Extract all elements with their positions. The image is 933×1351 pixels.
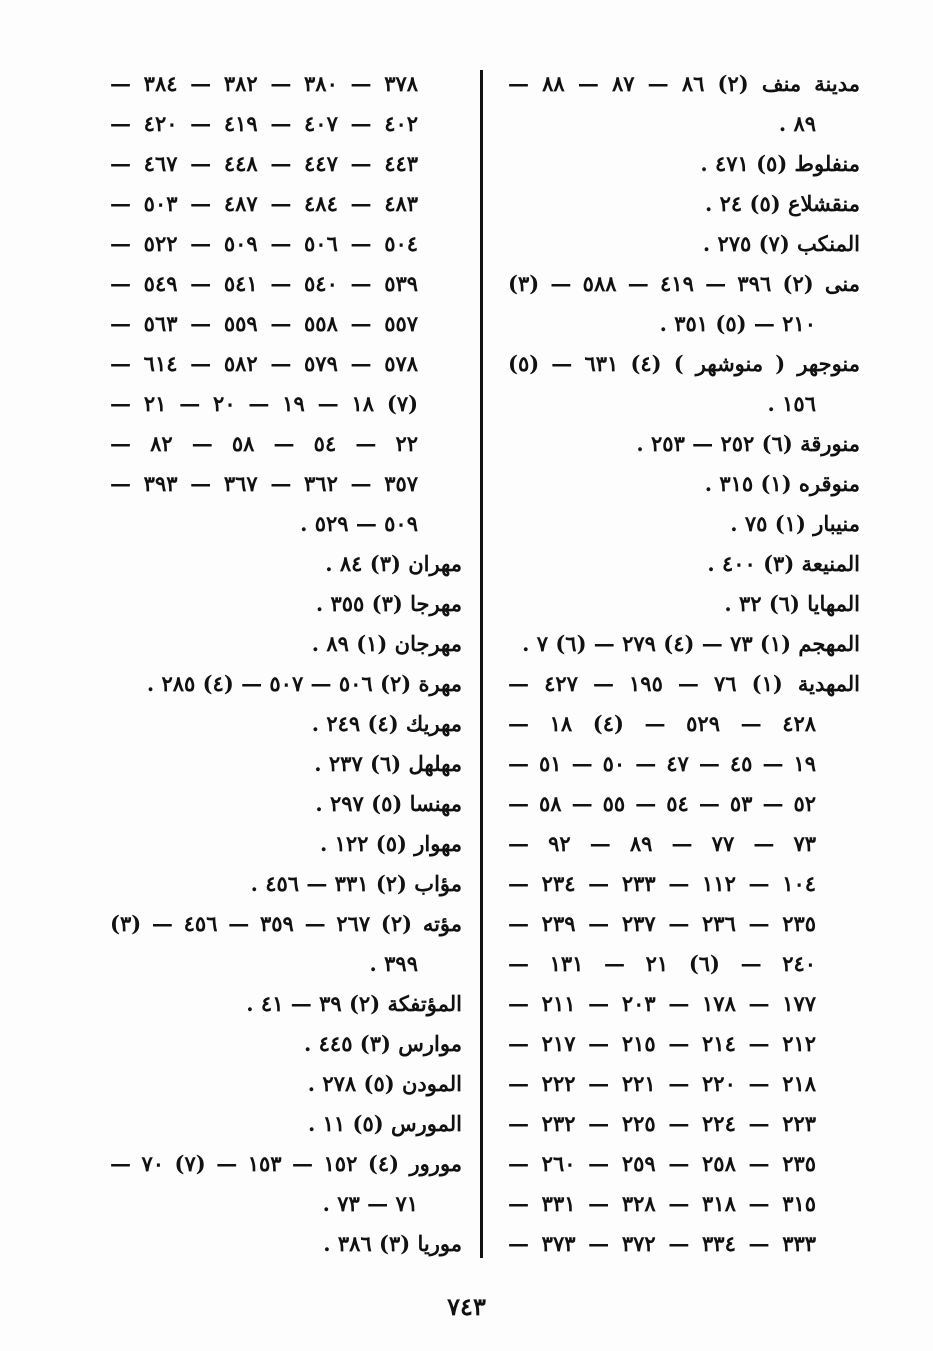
index-entry-line: ١٩ — ٤٥ — ٤٧ — ٥٠ — ٥١ — <box>508 751 817 776</box>
index-entry-line: مورور (٤) ١٥٢ — ١٥٣ — (٧) ٧٠ — <box>110 1151 463 1176</box>
index-entry-line: ٤٨٣ — ٤٨٤ — ٤٨٧ — ٥٠٣ — <box>110 191 419 216</box>
page-number: ٧٤٣ <box>447 1292 486 1321</box>
index-entry-line: ١٥٦ . <box>767 391 816 416</box>
index-entry-line: ٢٤٠ — (٦) ٢١ — ١٣١ — <box>508 951 817 976</box>
index-entry-line: المنيعة (٣) ٤٠٠ . <box>707 551 860 576</box>
index-entry-line: المورس (٥) ١١ . <box>308 1111 462 1136</box>
index-entry-line: مهرة (٢) ٥٠٦ — ٥٠٧ — (٤) ٢٨٥ . <box>146 671 462 696</box>
index-entry-line: ٣٩٩ . <box>369 951 418 976</box>
index-entry-line: ٢٢٣ — ٢٢٤ — ٢٢٥ — ٢٣٢ — <box>508 1111 817 1136</box>
index-entry-line: المنكب (٧) ٢٧٥ . <box>702 231 860 256</box>
index-entry-line: المهايا (٦) ٣٢ . <box>724 591 860 616</box>
index-entry-line: ٧٣ — ٧٧ — ٨٩ — ٩٢ — <box>508 831 817 856</box>
index-entry-line: ٤٤٣ — ٤٤٧ — ٤٤٨ — ٤٦٧ — <box>110 151 419 176</box>
column-divider <box>480 70 483 1258</box>
index-entry-line: مدينة منف (٢) ٨٦ — ٨٧ — ٨٨ — <box>508 71 860 96</box>
index-entry-line: المهجم (١) ٧٣ — (٤) ٢٧٩ — (٦) ٧ . <box>522 631 860 656</box>
index-entry-line: ٣٣٣ — ٣٣٤ — ٣٧٢ — ٣٧٣ — <box>508 1231 817 1256</box>
index-entry-line: ٣١٥ — ٣١٨ — ٣٢٨ — ٣٣١ — <box>508 1191 817 1216</box>
index-entry-line: مهران (٣) ٨٤ . <box>325 551 462 576</box>
index-entry-line: ٢١٨ — ٢٢٠ — ٢٢١ — ٢٢٢ — <box>508 1071 817 1096</box>
index-entry-line: ٥٣٩ — ٥٤٠ — ٥٤١ — ٥٤٩ — <box>110 271 419 296</box>
index-entry-line: ٥٠٩ — ٥٢٩ . <box>300 511 418 536</box>
index-entry-line: مؤته (٢) ٢٦٧ — ٣٥٩ — ٤٥٦ — (٣) <box>110 911 463 936</box>
index-entry-line: ٢١٠ — (٥) ٣٥١ . <box>659 311 816 336</box>
index-entry-line: ٧١ — ٧٣ . <box>322 1191 418 1216</box>
index-entry-line: ٥٧٨ — ٥٧٩ — ٥٨٢ — ٦١٤ — <box>110 351 419 376</box>
index-entry-line: منيبار (١) ٧٥ . <box>730 511 860 536</box>
index-entry-line: ٨٩ . <box>778 111 816 136</box>
index-entry-line: ٢١٢ — ٢١٤ — ٢١٥ — ٢١٧ — <box>508 1031 817 1056</box>
index-entry-line: مهرجان (١) ٨٩ . <box>311 631 462 656</box>
index-entry-line: ٢٢ — ٥٤ — ٥٨ — ٨٢ — <box>110 431 419 456</box>
index-entry-line: موارس (٣) ٤٤٥ . <box>304 1031 462 1056</box>
index-entry-line: مهلهل (٦) ٢٣٧ . <box>314 751 462 776</box>
index-entry-line: المؤتفكة (٢) ٣٩ — ٤١ . <box>246 991 462 1016</box>
index-entry-line: منورقة (٦) ٢٥٢ — ٢٥٣ . <box>636 431 860 456</box>
index-entry-line: منقشلاع (٥) ٢٤ . <box>705 191 860 216</box>
index-entry-line: المهدية (١) ٧٦ — ١٩٥ — ٤٢٧ — <box>508 671 861 696</box>
index-entry-line: ٥٢ — ٥٣ — ٥٤ — ٥٥ — ٥٨ — <box>508 791 817 816</box>
index-entry-line: منفلوط (٥) ٤٧١ . <box>700 151 860 176</box>
right-index-column <box>508 64 860 1264</box>
index-entry-line: موريا (٣) ٣٨٦ . <box>323 1231 462 1256</box>
index-entry-line: (٧) ١٨ — ١٩ — ٢٠ — ٢١ — <box>110 391 419 416</box>
index-entry-line: المودن (٥) ٢٧٨ . <box>307 1071 462 1096</box>
index-entry-line: منوقره (١) ٣١٥ . <box>704 471 860 496</box>
index-entry-line: ١٠٤ — ١١٢ — ٢٣٣ — ٢٣٤ — <box>508 871 817 896</box>
index-entry-line: ٤٢٨ — ٥٢٩ — (٤) ١٨ — <box>508 711 817 736</box>
index-entry-line: ٢٣٥ — ٢٥٨ — ٢٥٩ — ٢٦٠ — <box>508 1151 817 1176</box>
index-entry-line: منى (٢) ٣٩٦ — ٤١٩ — ٥٨٨ — (٣) <box>508 271 860 296</box>
index-entry-line: ١٧٧ — ١٧٨ — ٢٠٣ — ٢١١ — <box>508 991 817 1016</box>
index-entry-line: منوجهر ( منوشهر ) (٤) ٦٣١ — (٥) <box>508 351 861 376</box>
index-entry-line: مؤاب (٢) ٣٣١ — ٤٥٦ . <box>250 871 462 896</box>
index-entry-line: ٥٥٧ — ٥٥٨ — ٥٥٩ — ٥٦٣ — <box>110 311 419 336</box>
index-entry-line: ٣٥٧ — ٣٦٢ — ٣٦٧ — ٣٩٣ — <box>110 471 419 496</box>
index-entry-line: مهوار (٥) ١٢٢ . <box>320 831 462 856</box>
left-index-column <box>110 64 462 1264</box>
index-entry-line: ٥٠٤ — ٥٠٦ — ٥٠٩ — ٥٢٢ — <box>110 231 419 256</box>
index-entry-line: ٢٣٥ — ٢٣٦ — ٢٣٧ — ٢٣٩ — <box>508 911 817 936</box>
index-entry-line: مهنسا (٥) ٢٩٧ . <box>315 791 462 816</box>
index-entry-line: ٣٧٨ — ٣٨٠ — ٣٨٢ — ٣٨٤ — <box>110 71 419 96</box>
index-entry-line: ٤٠٢ — ٤٠٧ — ٤١٩ — ٤٢٠ — <box>110 111 419 136</box>
index-entry-line: مهرجا (٣) ٣٥٥ . <box>315 591 462 616</box>
index-entry-line: مهريك (٤) ٢٤٩ . <box>311 711 462 736</box>
